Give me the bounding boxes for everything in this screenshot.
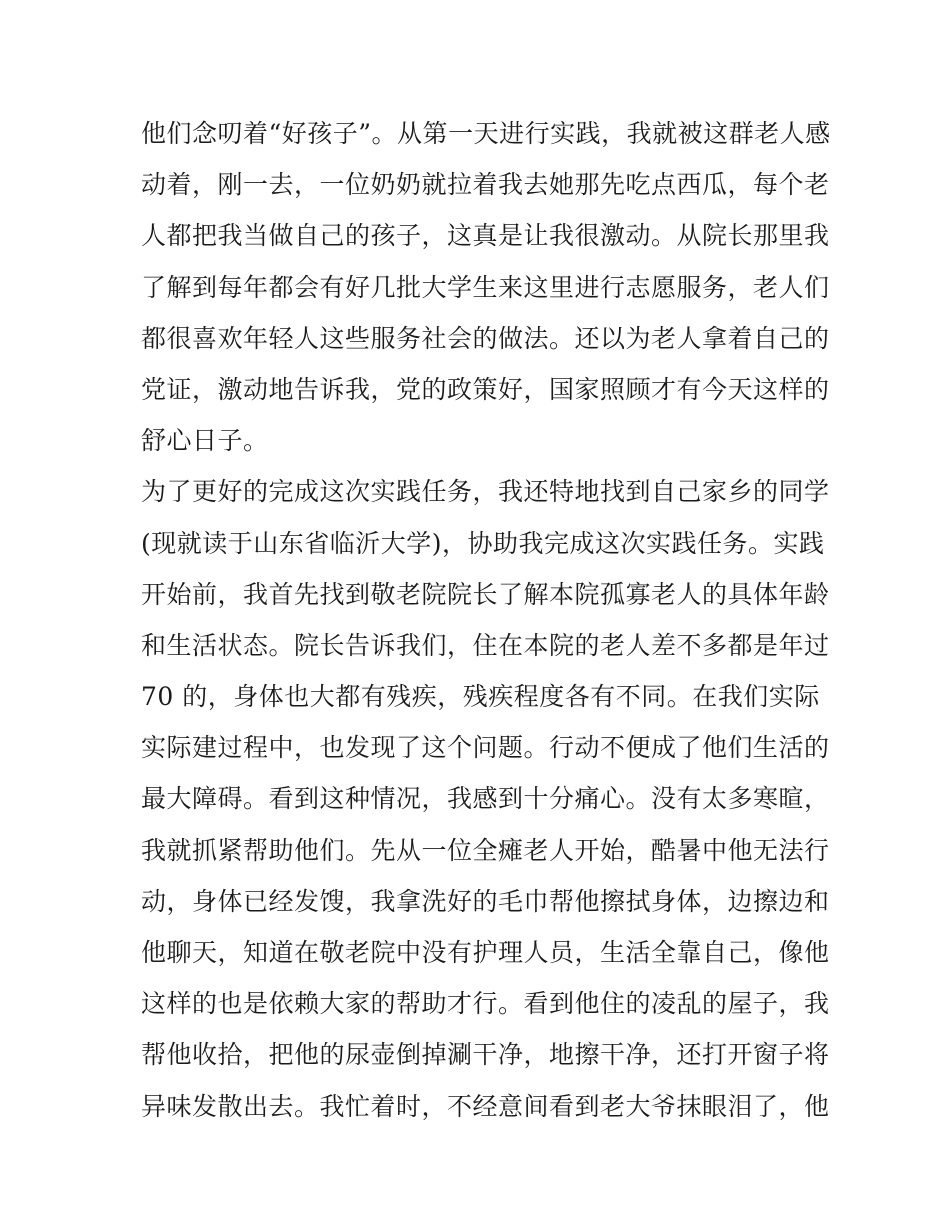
text-line: 人都把我当做自己的孩子，这真是让我很激动。从院长那里我 bbox=[141, 221, 830, 251]
text-line: 开始前，我首先找到敬老院院长了解本院孤寡老人的具体年龄 bbox=[141, 579, 830, 609]
text-line: 最大障碍。看到这种情况，我感到十分痛心。没有太多寒暄， bbox=[141, 784, 830, 814]
text-line: (现就读于山东省临沂大学)，协助我完成这次实践任务。实践 bbox=[141, 528, 825, 558]
text-line: 和生活状态。院长告诉我们，住在本院的老人差不多都是年过 bbox=[141, 630, 830, 660]
text-line: 帮他收拾，把他的尿壶倒掉涮干净，地擦干净，还打开窗子将 bbox=[141, 1040, 830, 1070]
text-line: 都很喜欢年轻人这些服务社会的做法。还以为老人拿着自己的 bbox=[141, 323, 830, 353]
text-line: 他聊天，知道在敬老院中没有护理人员，生活全靠自己，像他 bbox=[141, 938, 830, 967]
text-line: 我就抓紧帮助他们。先从一位全瘫老人开始，酷暑中他无法行 bbox=[141, 835, 830, 865]
body-text bbox=[141, 108, 831, 1132]
text-line: 党证，激动地告诉我，党的政策好，国家照顾才有今天这样的 bbox=[141, 374, 830, 404]
text-line: 他们念叨着“好孩子”。从第一天进行实践，我就被这群老人感 bbox=[141, 119, 831, 148]
text-line: 了解到每年都会有好几批大学生来这里进行志愿服务，老人们 bbox=[141, 272, 830, 302]
text-line: 动着，刚一去，一位奶奶就拉着我去她那先吃点西瓜，每个老 bbox=[141, 170, 830, 200]
text-line: 70 的，身体也大都有残疾，残疾程度各有不同。在我们实际 bbox=[141, 682, 820, 712]
text-line: 舒心日子。 bbox=[141, 426, 269, 456]
text-line: 实际建过程中，也发现了这个问题。行动不便成了他们生活的 bbox=[141, 733, 830, 763]
text-line: 这样的也是依赖大家的帮助才行。看到他住的凌乱的屋子，我 bbox=[141, 989, 830, 1019]
text-line: 异味发散出去。我忙着时，不经意间看到老大爷抹眼泪了，他 bbox=[141, 1091, 830, 1121]
text-line: 动，身体已经发馊，我拿洗好的毛巾帮他擦拭身体，边擦边和 bbox=[141, 886, 830, 916]
text-line: 为了更好的完成这次实践任务，我还特地找到自己家乡的同学 bbox=[141, 477, 830, 507]
